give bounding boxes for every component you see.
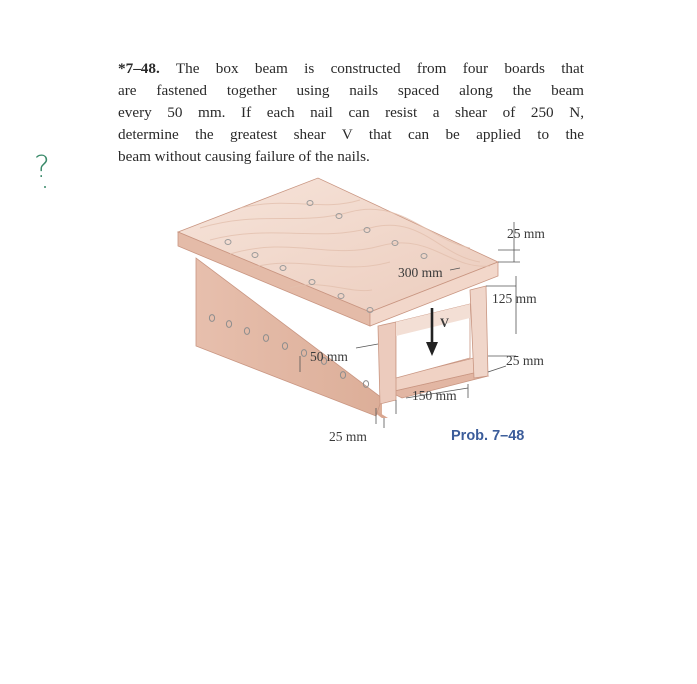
problem-line-4: determine the greatest shear V that can be applied to the — [118, 126, 584, 143]
dim-top-thickness: 25 mm — [507, 226, 545, 241]
problem-number: *7–48. — [118, 60, 160, 77]
dim-inner-width: 150 mm — [412, 388, 457, 403]
left-board-end — [378, 322, 396, 404]
dim-side-thickness: 25 mm — [329, 429, 367, 444]
problem-line-2: are fastened together using nails spaced along the beam — [118, 82, 584, 99]
dim-bottom-thickness: 25 mm — [506, 353, 544, 368]
dim-web-height: 125 mm — [492, 291, 537, 306]
dim-top-width: 300 mm — [398, 265, 443, 280]
problem-line-5: beam without causing failure of the nails. — [118, 148, 370, 165]
problem-line-1: *7–48. The box beam is constructed from four boards that — [118, 60, 584, 77]
dim-nail-spacing: 50 mm — [310, 349, 348, 364]
handwritten-question-mark: ? — [34, 150, 50, 185]
figure-caption: Prob. 7–48 — [451, 428, 525, 444]
shear-label: V — [440, 316, 450, 330]
problem-line-3: every 50 mm. If each nail can resist a shear of 250 N, — [118, 104, 584, 121]
